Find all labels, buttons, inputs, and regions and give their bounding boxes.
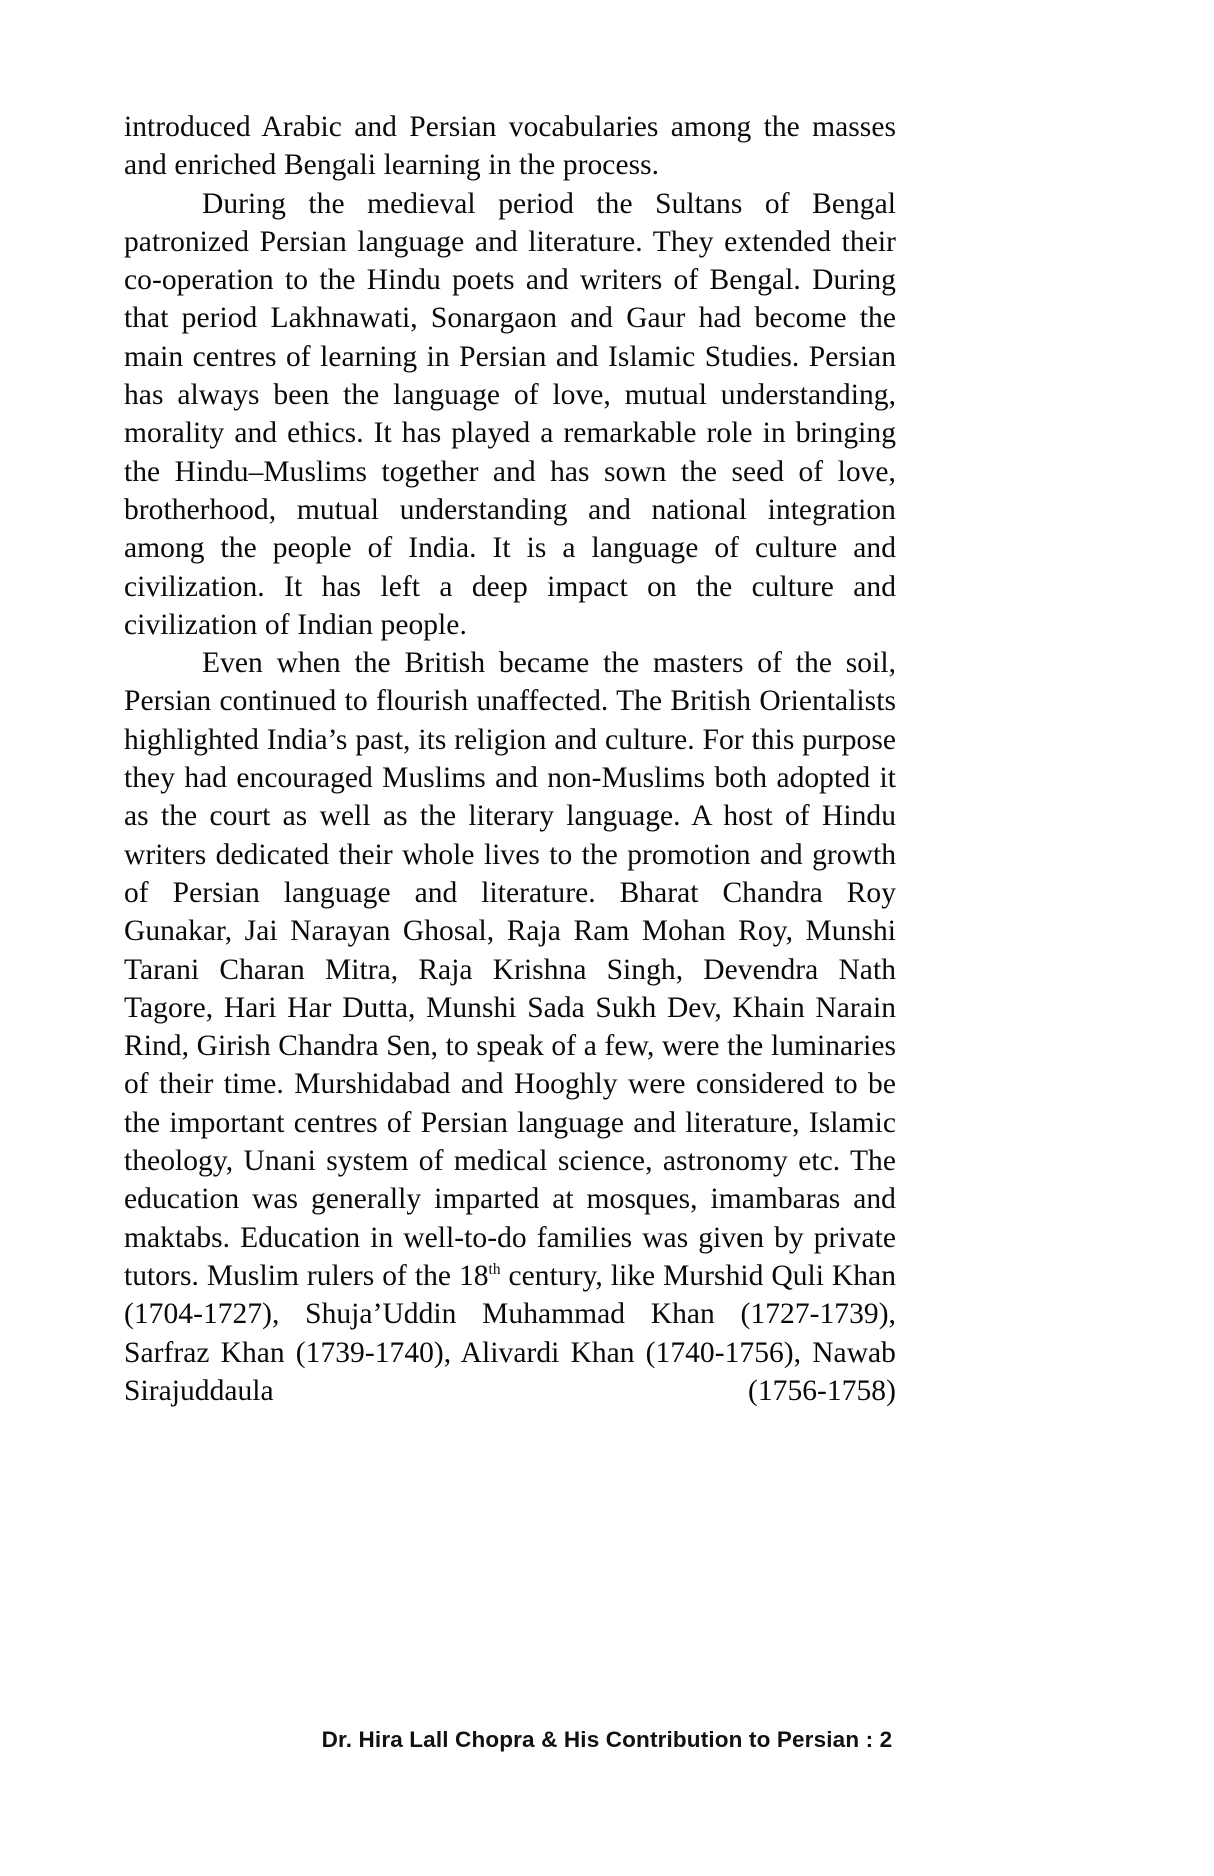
body-text-column	[124, 108, 896, 1410]
paragraph-3-text-after-ordinal: century, like Murshid Quli Khan (1704-1727), Shuja’Uddin Muhammad Khan (1727-1739), Sarfraz Khan (1739-1740), Alivardi Khan (1740-1756), Nawab Sirajuddaula (1756-1758)	[124, 1259, 896, 1407]
paragraph-2: During the medieval period the Sultans of Bengal patronized Persian language and literature. They extended their co-operation to the Hindu poets and writers of Bengal. During that period Lakhnawati, Sonargaon and Gaur had become the main centres of learning in Persian and Islamic Studies. Persian has always been the language of love, mutual understanding, morality and ethics. It has played a remarkable role in bringing the Hindu–Muslims together and has sown the seed of love, brotherhood, mutual understanding and national integration among the people of India. It is a language of culture and civilization. It has left a deep impact on the culture and civilization of Indian people.	[124, 187, 896, 641]
paragraph-1: introduced Arabic and Persian vocabularies among the masses and enriched Bengali learning in the process.	[124, 111, 896, 182]
paragraph-3	[124, 644, 896, 1410]
ordinal-suffix-th: th	[488, 1261, 501, 1279]
page-footer: Dr. Hira Lall Chopra & His Contribution to Persian : 2	[321, 1727, 893, 1752]
paragraph-3-text-before-ordinal: Even when the British became the masters of the soil, Persian continued to flourish unaffected. The British Orientalists highlighted India’s past, its religion and culture. For this purpose they had encouraged Muslims and non-Muslims both adopted it as the court as well as the literary language. A host of Hindu writers dedicated their whole lives to the promotion and growth of Persian language and literature. Bharat Chandra Roy Gunakar, Jai Narayan Ghosal, Raja Ram Mohan Roy, Munshi Tarani Charan Mitra, Raja Krishna Singh, Devendra Nath Tagore, Hari Har Dutta, Munshi Sada Sukh Dev, Khain Narain Rind, Girish Chandra Sen, to speak of a few, were the luminaries of their time. Murshidabad and Hooghly were considered to be the important centres of Persian language and literature, Islamic theology, Unani system of medical science, astronomy etc. The education was generally imparted at mosques, imambaras and maktabs. Education in well-to-do families was given by private tutors. Muslim rulers of the 18	[124, 647, 896, 1292]
